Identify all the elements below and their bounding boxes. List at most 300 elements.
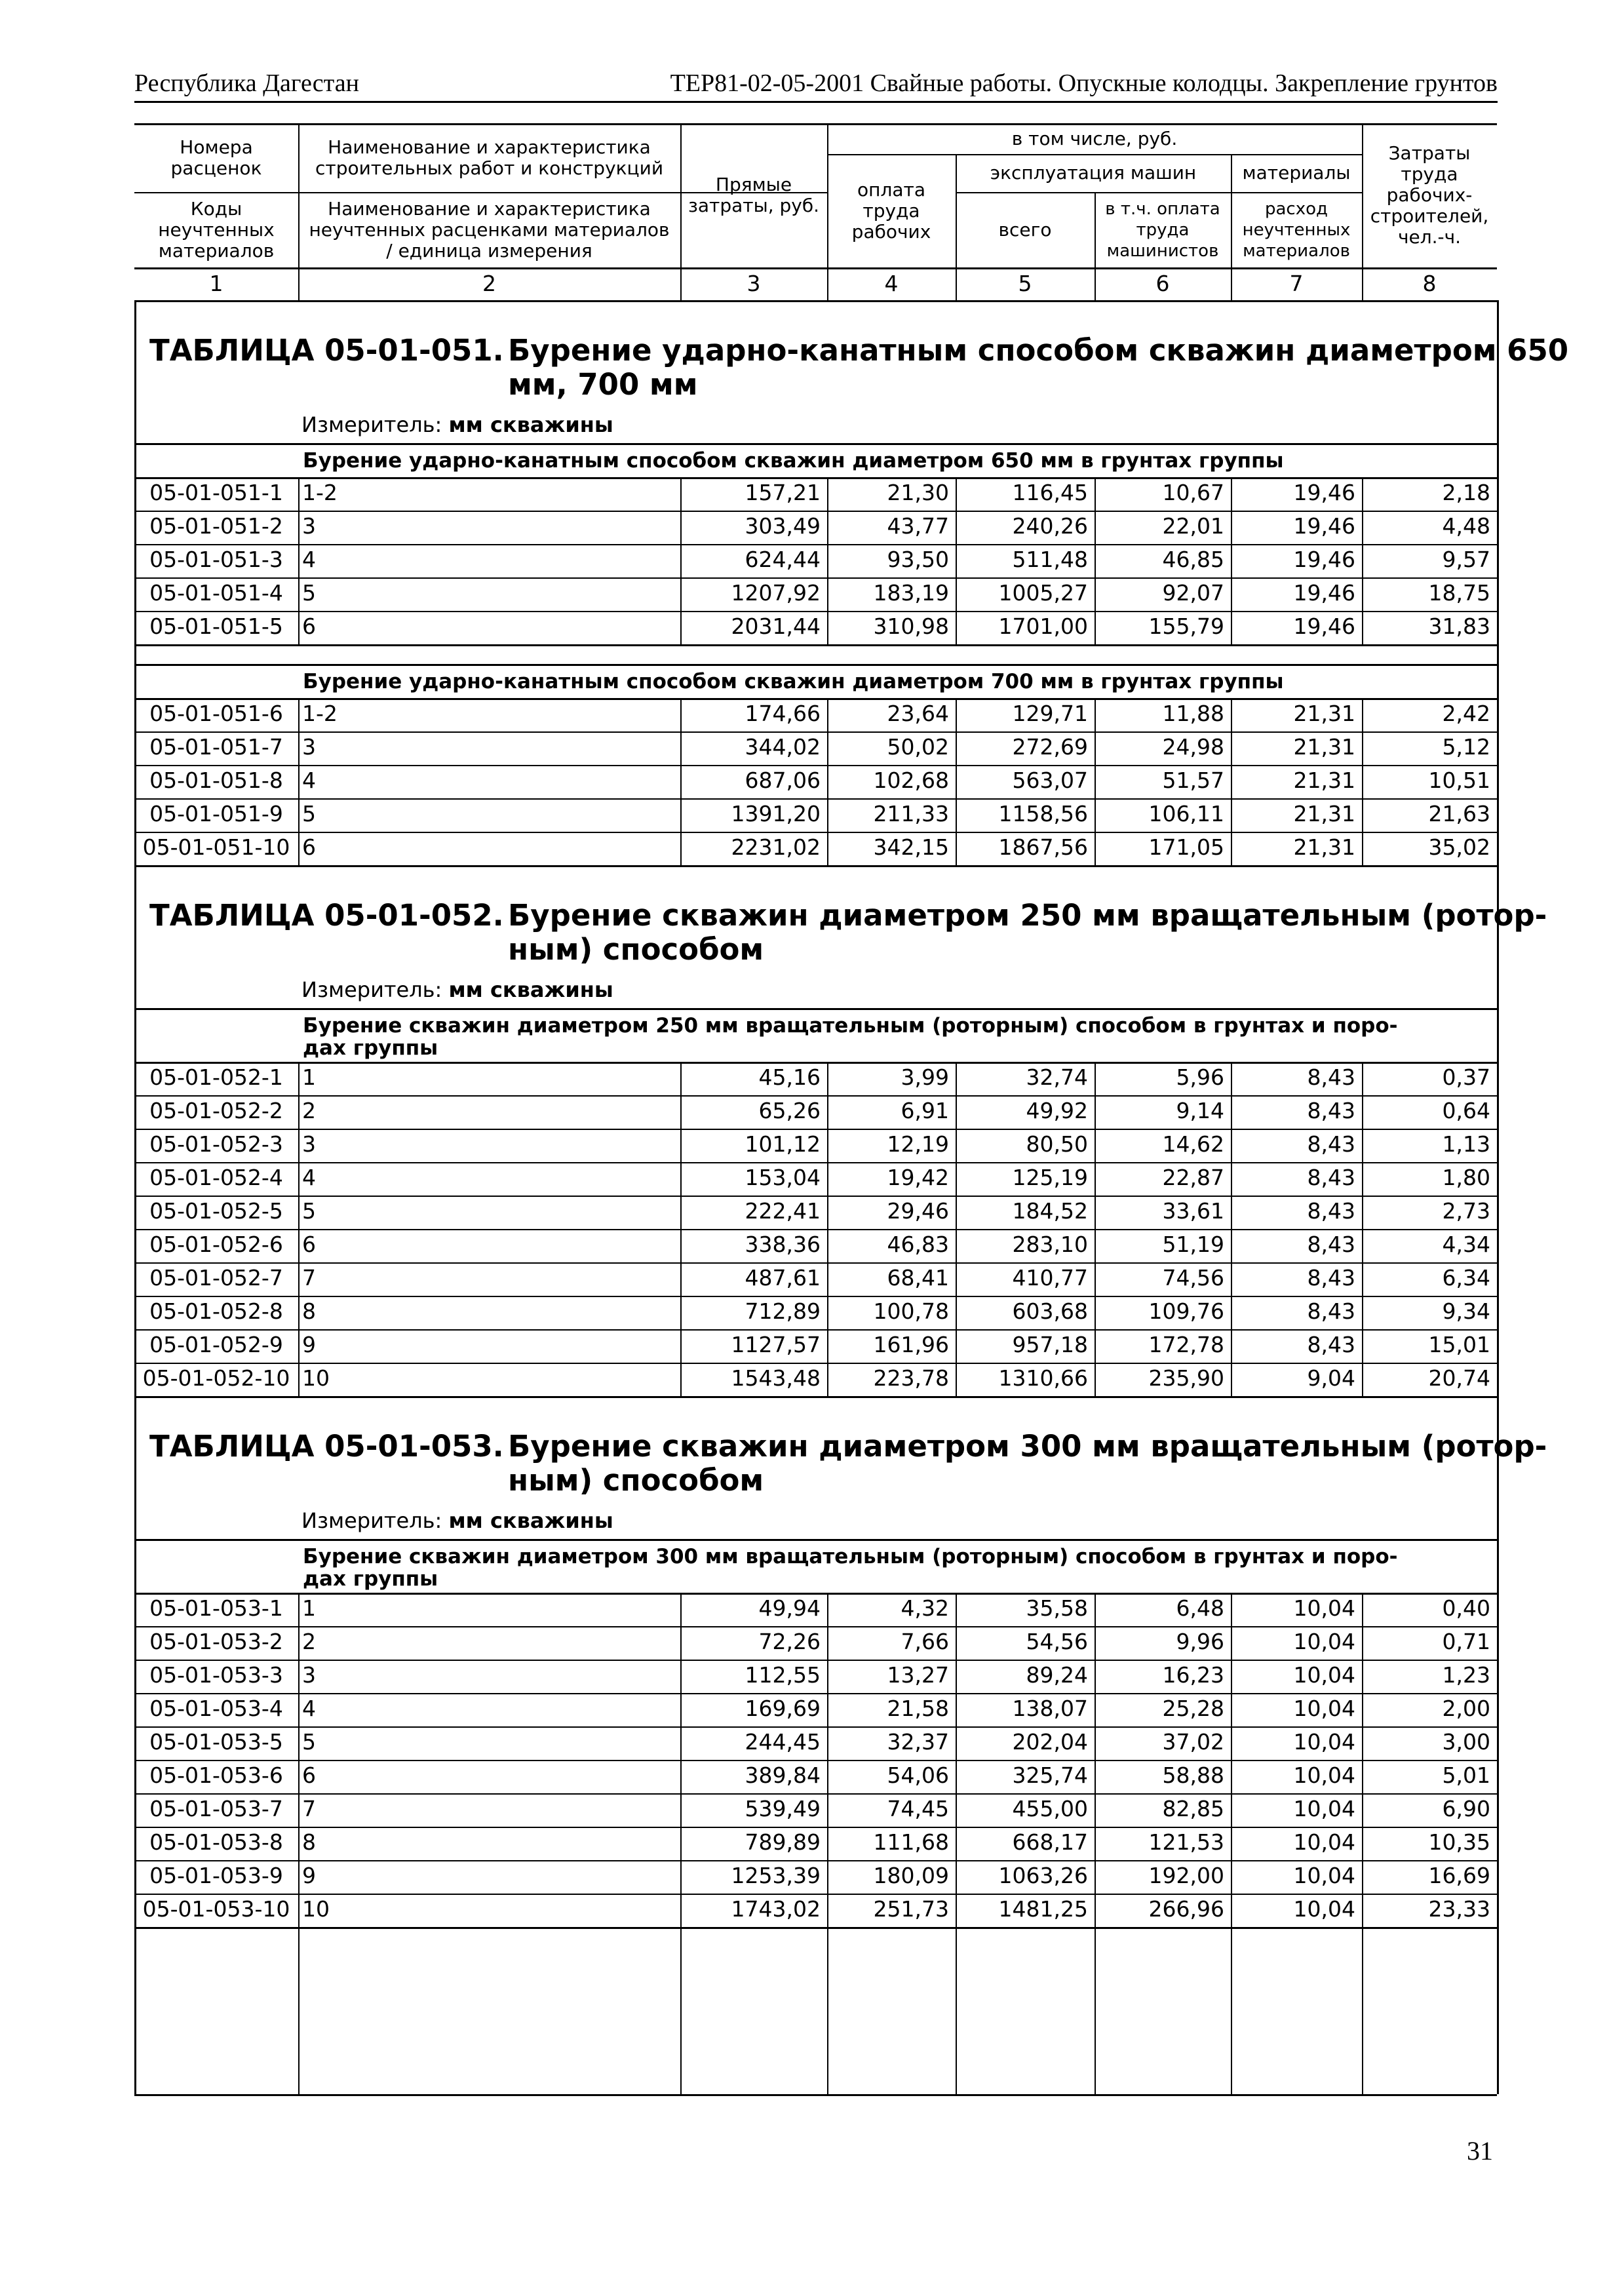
materials: 8,43 [1307,1265,1355,1291]
direct-cost: 1743,02 [731,1896,821,1922]
materials: 21,31 [1293,701,1355,726]
rate-code: 05-01-053-5 [149,1729,283,1755]
operator-pay: 33,61 [1162,1198,1224,1224]
rule [827,1927,828,2094]
labor-pay: 100,78 [873,1298,949,1324]
operator-pay: 192,00 [1148,1863,1224,1888]
labor-pay: 102,68 [873,768,949,793]
materials: 10,04 [1293,1729,1355,1755]
rule [298,1593,300,1927]
rate-code: 05-01-052-9 [149,1332,283,1357]
rule [827,698,828,865]
rule [1095,1927,1096,2094]
direct-cost: 65,26 [758,1098,821,1123]
machine-total: 1158,56 [998,801,1088,827]
operator-pay: 25,28 [1162,1696,1224,1721]
operator-pay: 22,01 [1162,513,1224,539]
column-number: 1 [209,271,223,296]
labor-pay: 211,33 [873,801,949,827]
direct-cost: 49,94 [758,1595,821,1621]
table-title: Бурение ударно-канатным способом скважин диаметром 650 [508,333,1569,368]
machine-total: 49,92 [1026,1098,1088,1123]
labor-hours: 18,75 [1428,580,1490,606]
rule [1231,154,1232,300]
machine-total: 410,77 [1012,1265,1088,1291]
direct-cost: 1543,48 [731,1365,821,1391]
rule [1095,477,1096,644]
labor-hours: 21,63 [1428,801,1490,827]
materials: 21,31 [1293,801,1355,827]
labor-pay: 161,96 [873,1332,949,1357]
operator-pay: 22,87 [1162,1165,1224,1190]
rule [298,123,300,300]
rule [680,1593,682,1927]
soil-group: 4 [302,1165,316,1190]
rule [1095,698,1096,865]
operator-pay: 92,07 [1162,580,1224,606]
soil-group: 4 [302,768,316,793]
direct-cost: 1391,20 [731,801,821,827]
rate-code: 05-01-051-9 [149,801,283,827]
page-number: 31 [1467,2136,1493,2166]
direct-cost: 539,49 [745,1796,821,1821]
labor-hours: 3,00 [1442,1729,1490,1755]
soil-group: 6 [302,1232,316,1257]
rule [1095,1593,1096,1927]
rate-code: 05-01-053-7 [149,1796,283,1821]
labor-hours: 16,69 [1428,1863,1490,1888]
machine-total: 89,24 [1026,1662,1088,1688]
direct-cost: 101,12 [745,1131,821,1157]
labor-hours: 4,48 [1442,513,1490,539]
rule [134,267,1497,269]
materials: 10,04 [1293,1796,1355,1821]
rule [827,1593,828,1927]
rule [134,2094,1497,2096]
table-title-continued: ным) способом [508,932,764,967]
direct-cost: 153,04 [745,1165,821,1190]
table-title-label: ТАБЛИЦА 05-01-052. [149,898,504,933]
rule [1231,1593,1232,1927]
section-title-continued: дах группы [303,1567,438,1591]
column-number: 4 [884,271,899,296]
operator-pay: 266,96 [1148,1896,1224,1922]
machine-total: 54,56 [1026,1629,1088,1654]
header-naim: Наименование и характеристика строительных работ и конструкций [315,136,664,179]
materials: 10,04 [1293,1896,1355,1922]
machine-total: 668,17 [1012,1829,1088,1855]
rule [680,477,682,644]
table-title-label: ТАБЛИЦА 05-01-053. [149,1429,504,1464]
header-rashod: расход неучтенных материалов [1242,199,1351,261]
header-ekspl: эксплуатация машин [990,162,1197,184]
rule [134,1927,1497,1929]
labor-pay: 54,06 [887,1762,949,1788]
soil-group: 9 [302,1863,316,1888]
labor-hours: 23,33 [1428,1896,1490,1922]
machine-total: 957,18 [1012,1332,1088,1357]
machine-total: 129,71 [1012,701,1088,726]
labor-hours: 9,34 [1442,1298,1490,1324]
materials: 21,31 [1293,768,1355,793]
operator-pay: 9,14 [1176,1098,1224,1123]
labor-hours: 20,74 [1428,1365,1490,1391]
rule [134,443,1497,445]
labor-pay: 3,99 [901,1064,949,1090]
rate-code: 05-01-051-1 [149,480,283,505]
column-number: 8 [1422,271,1437,296]
labor-hours: 5,01 [1442,1762,1490,1788]
direct-cost: 624,44 [745,547,821,572]
labor-pay: 32,37 [887,1729,949,1755]
materials: 21,31 [1293,734,1355,760]
machine-total: 138,07 [1012,1696,1088,1721]
rule [134,644,1497,646]
labor-hours: 10,35 [1428,1829,1490,1855]
labor-pay: 13,27 [887,1662,949,1688]
direct-cost: 1127,57 [731,1332,821,1357]
labor-hours: 1,80 [1442,1165,1490,1190]
rule [827,477,828,644]
measure-value: мм скважины [448,1508,613,1533]
header-vtch: в т.ч. оплата труда машинистов [1105,199,1220,261]
measure-label: Измеритель: [301,977,442,1002]
labor-pay: 43,77 [887,513,949,539]
rule [134,1008,1497,1010]
header-kody: Коды неучтенных материалов [158,197,275,262]
direct-cost: 112,55 [745,1662,821,1688]
rule [956,192,1362,193]
direct-cost: 169,69 [745,1696,821,1721]
soil-group: 3 [302,1131,316,1157]
materials: 8,43 [1307,1165,1355,1190]
table-title: Бурение скважин диаметром 300 мм вращательным (ротор- [508,1429,1547,1464]
operator-pay: 37,02 [1162,1729,1224,1755]
soil-group: 7 [302,1796,316,1821]
soil-group: 1 [302,1064,316,1090]
rate-code: 05-01-053-9 [149,1863,283,1888]
operator-pay: 235,90 [1148,1365,1224,1391]
soil-group: 5 [302,1198,316,1224]
labor-hours: 2,00 [1442,1696,1490,1721]
soil-group: 5 [302,1729,316,1755]
measure-label: Измеритель: [301,1508,442,1533]
direct-cost: 157,21 [745,480,821,505]
rule [1362,698,1363,865]
machine-total: 202,04 [1012,1729,1088,1755]
direct-cost: 712,89 [745,1298,821,1324]
materials: 10,04 [1293,1829,1355,1855]
operator-pay: 5,96 [1176,1064,1224,1090]
operator-pay: 16,23 [1162,1662,1224,1688]
labor-pay: 21,58 [887,1696,949,1721]
rule [298,1927,300,2094]
materials: 8,43 [1307,1232,1355,1257]
labor-pay: 6,91 [901,1098,949,1123]
rule [134,300,136,2094]
column-number: 3 [746,271,761,296]
materials: 8,43 [1307,1098,1355,1123]
rule [1497,300,1499,2094]
labor-pay: 7,66 [901,1629,949,1654]
rule [1362,1593,1363,1927]
operator-pay: 172,78 [1148,1332,1224,1357]
rule [1362,1062,1363,1396]
labor-pay: 50,02 [887,734,949,760]
operator-pay: 109,76 [1148,1298,1224,1324]
section-title: Бурение ударно-канатным способом скважин диаметром 700 мм в грунтах группы [303,670,1284,693]
header-vsego: всего [998,218,1052,241]
operator-pay: 11,88 [1162,701,1224,726]
rule [1095,1062,1096,1396]
operator-pay: 14,62 [1162,1131,1224,1157]
table-title-label: ТАБЛИЦА 05-01-051. [149,333,504,368]
machine-total: 563,07 [1012,768,1088,793]
direct-cost: 344,02 [745,734,821,760]
column-number: 5 [1018,271,1032,296]
rule [956,698,957,865]
measure-line [301,1508,613,1534]
machine-total: 455,00 [1012,1796,1088,1821]
soil-group: 4 [302,547,316,572]
header-naim2: Наименование и характеристика неучтенных расценками материалов / единица измерения [309,197,670,262]
operator-pay: 171,05 [1148,834,1224,860]
measure-line [301,977,613,1003]
machine-total: 240,26 [1012,513,1088,539]
soil-group: 1-2 [302,701,338,726]
labor-hours: 6,34 [1442,1265,1490,1291]
machine-total: 1867,56 [998,834,1088,860]
rule [956,1927,957,2094]
rule [956,154,957,300]
soil-group: 5 [302,801,316,827]
materials: 19,46 [1293,480,1355,505]
soil-group: 8 [302,1829,316,1855]
soil-group: 6 [302,1762,316,1788]
machine-total: 1063,26 [998,1863,1088,1888]
section-title-continued: дах группы [303,1036,438,1060]
soil-group: 6 [302,613,316,639]
soil-group: 9 [302,1332,316,1357]
operator-pay: 24,98 [1162,734,1224,760]
soil-group: 3 [302,513,316,539]
rate-code: 05-01-052-8 [149,1298,283,1324]
header-zatraty: Затраты труда рабочих-строителей, чел.-ч. [1370,142,1489,248]
labor-hours: 1,13 [1442,1131,1490,1157]
header-nomera: Номера расценок [170,136,262,179]
rule [956,477,957,644]
header-oplata: оплата труда рабочих [851,178,931,243]
header-materialy: материалы [1242,162,1351,184]
rule [956,1593,957,1927]
column-number: 2 [482,271,496,296]
table-title-continued: мм, 700 мм [508,367,698,402]
rate-code: 05-01-053-8 [149,1829,283,1855]
rule [680,1927,682,2094]
direct-cost: 45,16 [758,1064,821,1090]
soil-group: 1 [302,1595,316,1621]
rule [134,300,1497,302]
measure-value: мм скважины [448,412,613,437]
labor-pay: 342,15 [873,834,949,860]
rate-code: 05-01-051-2 [149,513,283,539]
rule [680,123,682,300]
labor-pay: 251,73 [873,1896,949,1922]
header-pryamye: Прямые затраты, руб. [688,174,820,216]
materials: 8,43 [1307,1131,1355,1157]
rate-code: 05-01-052-10 [142,1365,290,1391]
labor-pay: 19,42 [887,1165,949,1190]
soil-group: 4 [302,1696,316,1721]
labor-hours: 10,51 [1428,768,1490,793]
direct-cost: 1207,92 [731,580,821,606]
header-v-tom-chisle: в том числе, руб. [1011,127,1178,149]
rule [298,698,300,865]
machine-total: 125,19 [1012,1165,1088,1190]
machine-total: 1005,27 [998,580,1088,606]
labor-hours: 5,12 [1442,734,1490,760]
machine-total: 1481,25 [998,1896,1088,1922]
rule [1362,123,1363,300]
materials: 10,04 [1293,1762,1355,1788]
rule [956,1062,957,1396]
rate-code: 05-01-053-2 [149,1629,283,1654]
materials: 10,04 [1293,1863,1355,1888]
section-title: Бурение скважин диаметром 250 мм вращательным (роторным) способом в грунтах и поро- [303,1014,1398,1038]
direct-cost: 2231,02 [731,834,821,860]
rate-code: 05-01-052-3 [149,1131,283,1157]
labor-hours: 0,40 [1442,1595,1490,1621]
operator-pay: 106,11 [1148,801,1224,827]
labor-hours: 2,42 [1442,701,1490,726]
operator-pay: 46,85 [1162,547,1224,572]
operator-pay: 51,57 [1162,768,1224,793]
labor-pay: 4,32 [901,1595,949,1621]
labor-hours: 15,01 [1428,1332,1490,1357]
labor-hours: 0,37 [1442,1064,1490,1090]
machine-total: 1701,00 [998,613,1088,639]
running-head-left: Республика Дагестан [134,69,359,97]
rule [1362,1927,1363,2094]
measure-value: мм скважины [448,977,613,1002]
rule [680,1062,682,1396]
materials: 10,04 [1293,1629,1355,1654]
labor-pay: 111,68 [873,1829,949,1855]
labor-pay: 183,19 [873,580,949,606]
machine-total: 32,74 [1026,1064,1088,1090]
rule [1362,477,1363,644]
rate-code: 05-01-053-3 [149,1662,283,1688]
machine-total: 511,48 [1012,547,1088,572]
machine-total: 283,10 [1012,1232,1088,1257]
direct-cost: 72,26 [758,1629,821,1654]
labor-hours: 2,73 [1442,1198,1490,1224]
machine-total: 603,68 [1012,1298,1088,1324]
direct-cost: 687,06 [745,768,821,793]
labor-hours: 0,71 [1442,1629,1490,1654]
rule [827,123,828,300]
machine-total: 80,50 [1026,1131,1088,1157]
rate-code: 05-01-052-1 [149,1064,283,1090]
direct-cost: 487,61 [745,1265,821,1291]
materials: 10,04 [1293,1595,1355,1621]
materials: 9,04 [1307,1365,1355,1391]
labor-pay: 12,19 [887,1131,949,1157]
machine-total: 1310,66 [998,1365,1088,1391]
operator-pay: 121,53 [1148,1829,1224,1855]
soil-group: 6 [302,834,316,860]
soil-group: 8 [302,1298,316,1324]
rule [298,1062,300,1396]
materials: 19,46 [1293,513,1355,539]
soil-group: 2 [302,1098,316,1123]
materials: 19,46 [1293,547,1355,572]
soil-group: 3 [302,1662,316,1688]
rate-code: 05-01-053-1 [149,1595,283,1621]
operator-pay: 10,67 [1162,480,1224,505]
materials: 19,46 [1293,580,1355,606]
direct-cost: 1253,39 [731,1863,821,1888]
rule [1231,477,1232,644]
operator-pay: 51,19 [1162,1232,1224,1257]
rate-code: 05-01-053-4 [149,1696,283,1721]
rate-code: 05-01-052-2 [149,1098,283,1123]
labor-hours: 9,57 [1442,547,1490,572]
operator-pay: 74,56 [1162,1265,1224,1291]
materials: 8,43 [1307,1298,1355,1324]
direct-cost: 389,84 [745,1762,821,1788]
rule [1231,1927,1232,2094]
labor-hours: 35,02 [1428,834,1490,860]
rate-code: 05-01-052-5 [149,1198,283,1224]
labor-hours: 0,64 [1442,1098,1490,1123]
rate-code: 05-01-051-6 [149,701,283,726]
labor-pay: 93,50 [887,547,949,572]
rule [134,664,1497,666]
rate-code: 05-01-053-6 [149,1762,283,1788]
rate-code: 05-01-051-8 [149,768,283,793]
materials: 8,43 [1307,1064,1355,1090]
direct-cost: 2031,44 [731,613,821,639]
labor-hours: 6,90 [1442,1796,1490,1821]
machine-total: 35,58 [1026,1595,1088,1621]
soil-group: 10 [302,1365,330,1391]
rule [134,192,827,193]
materials: 21,31 [1293,834,1355,860]
rate-code: 05-01-051-10 [142,834,290,860]
labor-pay: 23,64 [887,701,949,726]
rule [134,1396,1497,1398]
column-number: 6 [1155,271,1170,296]
labor-hours: 1,23 [1442,1662,1490,1688]
rule [1095,192,1096,300]
measure-line [301,412,613,438]
labor-pay: 46,83 [887,1232,949,1257]
labor-pay: 223,78 [873,1365,949,1391]
soil-group: 7 [302,1265,316,1291]
materials: 8,43 [1307,1198,1355,1224]
labor-hours: 31,83 [1428,613,1490,639]
rule [134,865,1497,867]
running-head-right: ТЕР81-02-05-2001 Свайные работы. Опускные колодцы. Закрепление грунтов [670,69,1498,97]
labor-hours: 4,34 [1442,1232,1490,1257]
soil-group: 2 [302,1629,316,1654]
soil-group: 5 [302,580,316,606]
soil-group: 1-2 [302,480,338,505]
operator-pay: 6,48 [1176,1595,1224,1621]
table-title: Бурение скважин диаметром 250 мм вращательным (ротор- [508,898,1547,933]
rule [1231,1062,1232,1396]
